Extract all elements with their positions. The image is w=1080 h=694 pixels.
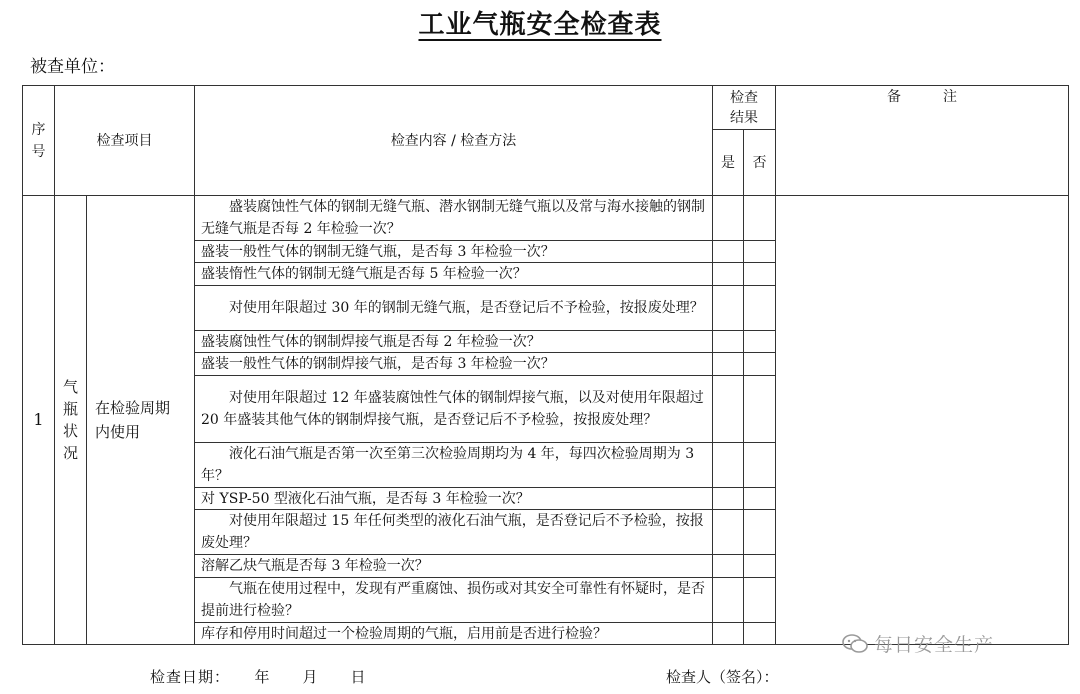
wechat-icon [842, 634, 868, 654]
result-no-cell[interactable] [743, 262, 776, 286]
result-no-cell[interactable] [743, 285, 776, 331]
check-item-row [194, 487, 713, 510]
section-subitem [86, 195, 195, 645]
check-item-row [194, 577, 713, 623]
header-result-label: 检查 结果 [730, 89, 758, 126]
result-no-cell[interactable] [743, 442, 776, 488]
header-item-label: 检查项目 [96, 132, 153, 149]
header-remarks-label: 备 注 [887, 89, 957, 105]
check-item-text: 对使用年限超过 30 年的钢制无缝气瓶，是否登记后不予检验，按报废处理？ [229, 300, 704, 316]
result-yes-cell[interactable] [712, 487, 744, 510]
result-no-cell[interactable] [743, 375, 776, 443]
header-yes-label: 是 [721, 154, 735, 171]
result-yes-cell[interactable] [712, 554, 744, 578]
result-yes-cell[interactable] [712, 330, 744, 353]
result-yes-cell[interactable] [712, 262, 744, 286]
check-item-text: 盛装腐蚀性气体的钢制无缝气瓶、潜水钢制无缝气瓶以及常与海水接触的钢制无缝气瓶是否每 2 年检验一次？ [201, 199, 705, 237]
watermark [842, 630, 994, 657]
check-item-row [194, 330, 713, 353]
check-item-row [194, 262, 713, 286]
result-no-cell[interactable] [743, 622, 776, 645]
result-yes-cell[interactable] [712, 285, 744, 331]
check-item-row [194, 375, 713, 443]
section-number [22, 195, 55, 645]
check-item-row [194, 554, 713, 578]
header-no-label: 否 [752, 154, 767, 171]
header-content-label: 检查内容 / 检查方法 [390, 132, 517, 149]
inspector-signature-label: 检查人（签名）： [666, 668, 779, 686]
result-yes-cell[interactable] [712, 195, 744, 241]
result-no-cell[interactable] [743, 330, 776, 353]
result-yes-cell[interactable] [712, 442, 744, 488]
result-no-cell[interactable] [743, 240, 776, 263]
result-yes-cell[interactable] [712, 622, 744, 645]
remarks-cell[interactable] [775, 195, 1069, 645]
page-title: 工业气瓶安全检查表 [418, 10, 662, 40]
header-no [743, 129, 776, 196]
check-item-row [194, 622, 713, 645]
check-item-text: 对使用年限超过 12 年盛装腐蚀性气体的钢制焊接气瓶，以及对使用年限超过 20 年盛装其他气体的钢制焊接气瓶，是否登记后不予检验，按报废处理？ [201, 390, 704, 428]
check-item-row [194, 285, 713, 331]
check-item-text: 液化石油气瓶是否第一次至第三次检验周期均为 4 年，每四次检验周期为 3 年？ [201, 446, 695, 484]
result-no-cell[interactable] [743, 352, 776, 376]
section-category-label: 气 瓶 状 况 [62, 378, 78, 462]
check-item-row [194, 352, 713, 376]
header-seq [22, 85, 55, 196]
watermark-text: 每日安全生产 [874, 634, 995, 656]
check-item-text: 盛装腐蚀性气体的钢制焊接气瓶是否每 2 年检验一次？ [201, 333, 541, 350]
result-no-cell[interactable] [743, 554, 776, 578]
section-category [54, 195, 87, 645]
check-item-text: 对使用年限超过 15 年任何类型的液化石油气瓶，是否登记后不予检验，按报废处理？ [201, 513, 704, 551]
check-item-text: 盛装一般性气体的钢制焊接气瓶，是否每 3 年检验一次？ [201, 356, 555, 372]
check-item-text: 对 YSP-50 型液化石油气瓶，是否每 3 年检验一次？ [201, 490, 530, 507]
check-item-row [194, 509, 713, 555]
check-item-text: 盛装惰性气体的钢制无缝气瓶是否每 5 年检验一次？ [201, 266, 527, 282]
result-no-cell[interactable] [743, 195, 776, 241]
result-yes-cell[interactable] [712, 240, 744, 263]
result-yes-cell[interactable] [712, 352, 744, 376]
check-item-text: 盛装一般性气体的钢制无缝气瓶，是否每 3 年检验一次？ [201, 243, 555, 260]
section-subitem-label: 在检验周期 内使用 [95, 399, 171, 441]
check-item-row [194, 442, 713, 488]
inspection-date-label: 检查日期： 年 月 日 [150, 668, 367, 686]
check-item-text: 气瓶在使用过程中，发现有严重腐蚀、损伤或对其安全可靠性有怀疑时，是否提前进行检验？ [201, 581, 705, 619]
header-remarks [775, 85, 1069, 196]
result-yes-cell[interactable] [712, 577, 744, 623]
header-seq-label: 序 号 [31, 121, 46, 160]
header-result [712, 85, 776, 130]
header-content [194, 85, 713, 196]
inspected-unit-label: 被查单位： [30, 57, 115, 77]
section-number-label: 1 [33, 410, 44, 429]
check-item-row [194, 195, 713, 241]
check-item-row [194, 240, 713, 263]
result-yes-cell[interactable] [712, 509, 744, 555]
result-yes-cell[interactable] [712, 375, 744, 443]
check-item-text: 溶解乙炔气瓶是否每 3 年检验一次？ [201, 558, 429, 574]
header-item [54, 85, 195, 196]
result-no-cell[interactable] [743, 577, 776, 623]
result-no-cell[interactable] [743, 509, 776, 555]
check-item-text: 库存和停用时间超过一个检验周期的气瓶，启用前是否进行检验？ [201, 625, 607, 642]
header-yes [712, 129, 744, 196]
result-no-cell[interactable] [743, 487, 776, 510]
